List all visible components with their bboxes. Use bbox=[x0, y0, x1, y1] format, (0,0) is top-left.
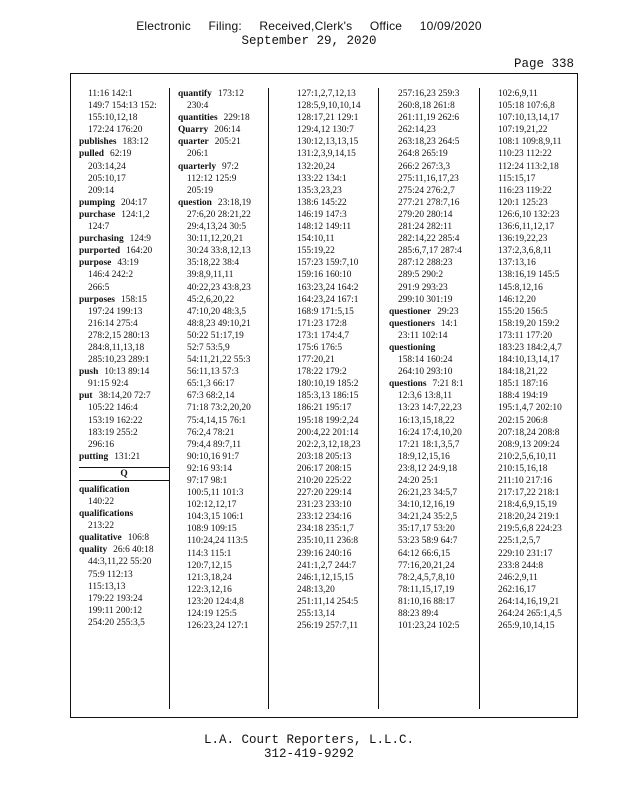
page-number: Page 338 bbox=[513, 57, 574, 71]
page-line-refs: 97:17 98:1 bbox=[187, 476, 228, 486]
page-line-refs: 281:24 282:11 bbox=[398, 222, 453, 233]
page-line-refs: 129:4,12 130:7 bbox=[297, 125, 354, 136]
page-line-refs: 105:22 146:4 bbox=[88, 403, 138, 414]
page-line-refs: 102:6,9,11 bbox=[498, 89, 538, 99]
page-line-refs: 264:24 265:1,4,5 bbox=[498, 609, 562, 620]
page-line-refs: 78:11,15,17,19 bbox=[398, 584, 455, 595]
page-line-refs: 131:2,3,9,14,15 bbox=[297, 149, 356, 160]
page-line-refs: 234:18 235:1,7 bbox=[297, 524, 354, 535]
page-line-refs: 35:17,17 53:20 bbox=[398, 524, 455, 535]
index-column-5 bbox=[489, 88, 579, 709]
page-line-refs: 34:21,24 35:2,5 bbox=[398, 512, 458, 523]
page-line-refs: 229:18 bbox=[223, 113, 250, 124]
page-line-refs: 101:23,24 102:5 bbox=[398, 621, 460, 632]
page-line-refs: 92:16 93:14 bbox=[187, 463, 233, 474]
page-line-refs: 79:4,4 89:7,11 bbox=[187, 439, 242, 450]
page-line-refs: 183:23 184:2,4,7 bbox=[498, 342, 562, 353]
page-line-refs: 106:8 bbox=[127, 533, 150, 544]
page-line-refs: 112:12 125:9 bbox=[187, 173, 237, 184]
index-term-entry bbox=[79, 366, 169, 378]
page-line-refs: 114:3 115:1 bbox=[187, 548, 232, 559]
page-line-refs: 90:10,16 91:7 bbox=[187, 451, 240, 462]
page-line-refs: 183:12 bbox=[122, 137, 149, 148]
page-line-refs: 65:1,3 66:17 bbox=[187, 379, 235, 390]
page-line-refs: 127:1,2,7,12,13 bbox=[297, 89, 356, 99]
page-line-refs: 23:11 102:14 bbox=[398, 330, 448, 341]
page-line-refs: 266:2 267:3,3 bbox=[398, 161, 451, 172]
index-term: pulled bbox=[79, 149, 105, 160]
index-term: purpose bbox=[79, 258, 112, 269]
page-line-refs: 97:2 bbox=[222, 161, 239, 172]
page-line-refs: 157:23 159:7,10 bbox=[297, 258, 359, 269]
page-line-refs: 154:10,11 bbox=[297, 234, 335, 245]
index-term: questions bbox=[389, 379, 427, 390]
page-line-refs: 163:23,24 164:2 bbox=[297, 282, 359, 293]
page-line-refs: 34:10,12,16,19 bbox=[398, 500, 455, 511]
page-line-refs: 29:4,13,24 30:5 bbox=[187, 222, 247, 233]
page-line-refs: 255:13,14 bbox=[297, 609, 335, 620]
page-line-refs: 216:14 275:4 bbox=[88, 318, 138, 329]
page-line-refs: 27:6,20 28:21,22 bbox=[187, 209, 251, 220]
page-line-refs: 229:10 231:17 bbox=[498, 548, 553, 559]
index-term: quarterly bbox=[178, 161, 217, 172]
page-line-refs: 30:11,12,20,21 bbox=[187, 234, 244, 245]
page-line-refs: 38:14,20 72:7 bbox=[98, 391, 151, 402]
page-line-refs: 126:6,10 132:23 bbox=[498, 209, 560, 220]
page-line-refs: 71:18 73:2,20,20 bbox=[187, 403, 251, 414]
page-line-refs: 77:16,20,21,24 bbox=[398, 560, 455, 571]
page-line-refs: 291:9 293:23 bbox=[398, 282, 448, 293]
page-line-refs: 115:15,17 bbox=[498, 173, 536, 184]
page-line-refs: 81:10,16 88:17 bbox=[398, 596, 455, 607]
page-line-refs: 153:19 162:22 bbox=[88, 415, 143, 426]
index-term-entry bbox=[389, 306, 479, 318]
page-line-refs: 102:12,12,17 bbox=[187, 500, 237, 511]
page-line-refs: 168:9 171:5,15 bbox=[297, 306, 354, 317]
index-term: quarter bbox=[178, 137, 209, 148]
index-term-entry bbox=[178, 124, 268, 136]
index-term: purposes bbox=[79, 294, 115, 305]
page-line-refs: 287:12 288:23 bbox=[398, 258, 453, 269]
index-term-entry bbox=[389, 378, 479, 390]
page-line-refs: 172:24 176:20 bbox=[88, 125, 143, 136]
page-line-refs: 207:18,24 208:8 bbox=[498, 427, 560, 438]
page-line-refs: 10:13 89:14 bbox=[104, 367, 150, 378]
index-term: Quarry bbox=[178, 125, 209, 136]
index-term: putting bbox=[79, 451, 109, 462]
page-line-refs: 217:17,22 218:1 bbox=[498, 488, 560, 499]
page-line-refs: 227:20 229:14 bbox=[297, 488, 352, 499]
page-line-refs: 180:10,19 185:2 bbox=[297, 379, 359, 390]
page-line-refs: 130:12,13,13,15 bbox=[297, 137, 359, 148]
index-term: purported bbox=[79, 246, 121, 257]
page-line-refs: 218:20,24 219:1 bbox=[498, 512, 560, 523]
index-term: publishes bbox=[79, 137, 117, 148]
page-line-refs: 146:4 242:2 bbox=[88, 270, 134, 281]
page-line-refs: 248:13,20 bbox=[297, 584, 335, 595]
reporter-name: L.A. Court Reporters, L.L.C. bbox=[203, 733, 415, 747]
index-term: question bbox=[178, 197, 212, 208]
page-line-refs: 75:4,14,15 76:1 bbox=[187, 415, 247, 426]
page-line-refs: 128:17,21 129:1 bbox=[297, 113, 359, 124]
page-line-refs: 43:19 bbox=[117, 258, 139, 269]
page-line-refs: 104:3,15 106:1 bbox=[187, 512, 244, 523]
index-frame bbox=[70, 73, 578, 718]
page-line-refs: 155:20 156:5 bbox=[498, 306, 548, 317]
page-line-refs: 275:24 276:2,7 bbox=[398, 185, 455, 196]
page-line-refs: 279:20 280:14 bbox=[398, 209, 453, 220]
index-term: qualification bbox=[79, 484, 130, 495]
index-term-entry bbox=[389, 318, 479, 330]
page-line-refs: 202:15 206:8 bbox=[498, 415, 548, 426]
page-line-refs: 260:8,18 261:8 bbox=[398, 101, 455, 112]
reporter-phone: 312-419-9292 bbox=[263, 747, 354, 761]
index-term: qualitative bbox=[79, 533, 122, 544]
page-line-refs: 16:24 17:4,10,20 bbox=[398, 427, 462, 438]
page-line-refs: 56:11,13 57:3 bbox=[187, 367, 239, 378]
page-line-refs: 137:13,16 bbox=[498, 258, 536, 269]
index-term-entry bbox=[79, 294, 169, 306]
index-column-3 bbox=[288, 88, 379, 709]
index-column-2 bbox=[178, 88, 269, 709]
page-line-refs: 205:10,17 bbox=[88, 173, 126, 184]
index-term-entry bbox=[79, 136, 169, 148]
page-line-refs: 29:23 bbox=[437, 306, 459, 317]
index-term-entry bbox=[389, 342, 479, 354]
index-term-entry bbox=[79, 508, 169, 520]
page-line-refs: 146:19 147:3 bbox=[297, 209, 347, 220]
page-line-refs: 64:12 66:6,15 bbox=[398, 548, 451, 559]
index-term-entry bbox=[178, 161, 268, 173]
page-line-refs: 50:22 51:17,19 bbox=[187, 330, 244, 341]
page-line-refs: 285:10,23 289:1 bbox=[88, 355, 150, 366]
index-term: quantities bbox=[178, 113, 218, 124]
page-line-refs: 116:23 119:22 bbox=[498, 185, 552, 196]
page-line-refs: 124:9 bbox=[129, 234, 151, 245]
page-line-refs: 184:10,13,14,17 bbox=[498, 355, 560, 366]
page-line-refs: 233:12 234:16 bbox=[297, 512, 352, 523]
page-line-refs: 128:5,9,10,10,14 bbox=[297, 101, 361, 112]
page-line-refs: 45:2,6,20,22 bbox=[187, 294, 235, 305]
index-term-entry bbox=[79, 544, 169, 556]
page-line-refs: 120:1 125:23 bbox=[498, 197, 548, 208]
page-line-refs: 206:14 bbox=[214, 125, 241, 136]
page-line-refs: 254:20 255:3,5 bbox=[88, 617, 145, 628]
page-line-refs: 12:3,6 13:8,11 bbox=[398, 391, 453, 402]
index-term: push bbox=[79, 367, 99, 378]
page-line-refs: 145:8,12,16 bbox=[498, 282, 543, 293]
page-line-refs: 14:1 bbox=[440, 318, 458, 329]
page-line-refs: 100:5,11 101:3 bbox=[187, 488, 244, 499]
page-line-refs: 266:5 bbox=[88, 282, 110, 293]
page-line-refs: 186:21 195:17 bbox=[297, 403, 352, 414]
page-line-refs: 188:4 194:19 bbox=[498, 391, 548, 402]
page-line-refs: 299:10 301:19 bbox=[398, 294, 453, 305]
page-line-refs: 210:20 225:22 bbox=[297, 476, 352, 486]
page-line-refs: 264:10 293:10 bbox=[398, 367, 453, 378]
page-line-refs: 210:15,16,18 bbox=[498, 463, 548, 474]
page-line-refs: 184:18,21,22 bbox=[498, 367, 548, 378]
page-line-refs: 208:9,13 209:24 bbox=[498, 439, 560, 450]
page-line-refs: 235:10,11 236:8 bbox=[297, 536, 359, 547]
page-line-refs: 277:21 278:7,16 bbox=[398, 197, 460, 208]
page-line-refs: 7:21 8:1 bbox=[432, 379, 464, 390]
page-line-refs: 264:14,16,19,21 bbox=[498, 596, 560, 607]
page-line-refs: 262:14,23 bbox=[398, 125, 436, 136]
page-line-refs: 131:21 bbox=[114, 451, 141, 462]
page-line-refs: 138:6 145:22 bbox=[297, 197, 347, 208]
page-line-refs: 173:12 bbox=[217, 89, 244, 99]
page-line-refs: 88:23 89:4 bbox=[398, 609, 439, 620]
index-term: put bbox=[79, 391, 93, 402]
page-line-refs: 256:19 257:7,11 bbox=[297, 621, 359, 632]
page-line-refs: 75:9 112:13 bbox=[88, 569, 133, 580]
page-line-refs: 197:24 199:13 bbox=[88, 306, 143, 317]
page-line-refs: 209:14 bbox=[88, 185, 115, 196]
page-line-refs: 204:17 bbox=[120, 197, 148, 208]
page-line-refs: 233:8 244:8 bbox=[498, 560, 544, 571]
stamp-word-1: Electronic bbox=[136, 19, 191, 33]
page-line-refs: 40:22,23 43:8,23 bbox=[187, 282, 251, 293]
page-line-refs: 263:18,23 264:5 bbox=[398, 137, 460, 148]
index-term: questioner bbox=[389, 306, 432, 317]
stamp-word-3: Received,Clerk's bbox=[259, 19, 353, 33]
page-line-refs: 296:16 bbox=[88, 439, 115, 450]
page-line-refs: 53:23 58:9 64:7 bbox=[398, 536, 458, 547]
stamp-word-5: 10/09/2020 bbox=[419, 19, 482, 33]
page-line-refs: 155:10,12,18 bbox=[88, 113, 138, 124]
page-line-refs: 284:8,11,13,18 bbox=[88, 342, 145, 353]
page-line-refs: 132:20,24 bbox=[297, 161, 335, 172]
page-line-refs: 112:24 113:2,18 bbox=[498, 161, 559, 172]
page-line-refs: 257:16,23 259:3 bbox=[398, 89, 460, 99]
page-line-refs: 159:16 160:10 bbox=[297, 270, 352, 281]
page-line-refs: 120:7,12,15 bbox=[187, 560, 232, 571]
page-line-refs: 241:1,2,7 244:7 bbox=[297, 560, 357, 571]
page-line-refs: 171:23 172:8 bbox=[297, 318, 347, 329]
page-line-refs: 35:18,22 38:4 bbox=[187, 258, 240, 269]
page-line-refs: 18:9,12,15,16 bbox=[398, 451, 450, 462]
page-line-refs: 62:19 bbox=[110, 149, 132, 160]
page-line-refs: 185:3,13 186:15 bbox=[297, 391, 359, 402]
index-term: purchasing bbox=[79, 234, 124, 245]
index-term: pumping bbox=[79, 197, 115, 208]
page-line-refs: 175:6 176:5 bbox=[297, 342, 343, 353]
index-column-1 bbox=[79, 88, 170, 709]
page-line-refs: 110:23 112:22 bbox=[498, 149, 552, 160]
page-line-refs: 138:16,19 145:5 bbox=[498, 270, 560, 281]
page-line-refs: 136:6,11,12,17 bbox=[498, 222, 555, 233]
page-line-refs: 124:19 125:5 bbox=[187, 609, 237, 620]
page-line-refs: 231:23 233:10 bbox=[297, 500, 352, 511]
page-line-refs: 30:24 33:8,12,13 bbox=[187, 246, 251, 257]
page-line-refs: 285:6,7,17 287:4 bbox=[398, 246, 462, 257]
page-line-refs: 262:16,17 bbox=[498, 584, 536, 595]
stamp-word-2: Filing: bbox=[208, 19, 242, 33]
page-line-refs: 275:11,16,17,23 bbox=[398, 173, 459, 184]
page-line-refs: 107:10,13,14,17 bbox=[498, 113, 560, 124]
index-term: questioners bbox=[389, 318, 435, 329]
page-line-refs: 289:5 290:2 bbox=[398, 270, 444, 281]
page-line-refs: 203:14,24 bbox=[88, 161, 126, 172]
page-line-refs: 54:11,21,22 55:3 bbox=[187, 355, 251, 366]
page-line-refs: 78:2,4,5,7,8,10 bbox=[398, 572, 455, 583]
page-line-refs: 206:1 bbox=[187, 149, 209, 160]
page-line-refs: 183:19 255:2 bbox=[88, 427, 138, 438]
page-line-refs: 177:20,21 bbox=[297, 355, 335, 366]
index-column-4 bbox=[389, 88, 480, 709]
page-line-refs: 23:18,19 bbox=[217, 197, 251, 208]
page-line-refs: 195:18 199:2,24 bbox=[297, 415, 359, 426]
page-line-refs: 122:3,12,16 bbox=[187, 584, 232, 595]
index-term-entry bbox=[79, 197, 169, 209]
page-line-refs: 137:2,3,6,8,11 bbox=[498, 246, 552, 257]
page-line-refs: 48:8,23 49:10,21 bbox=[187, 318, 251, 329]
page-line-refs: 121:3,18,24 bbox=[187, 572, 232, 583]
page-line-refs: 246:1,12,15,15 bbox=[297, 572, 354, 583]
page-line-refs: 24:20 25:1 bbox=[398, 476, 439, 486]
index-term-entry bbox=[178, 112, 268, 124]
page-line-refs: 211:10 217:16 bbox=[498, 476, 553, 486]
page-line-refs: 124:7 bbox=[88, 222, 110, 233]
index-term-entry bbox=[178, 197, 268, 209]
page-line-refs: 195:1,4,7 202:10 bbox=[498, 403, 562, 414]
index-term-entry bbox=[79, 148, 169, 160]
page-line-refs: 185:1 187:16 bbox=[498, 379, 548, 390]
page-line-refs: 44:3,11,22 55:20 bbox=[88, 557, 152, 568]
page-line-refs: 11:16 142:1 bbox=[88, 89, 133, 99]
page-line-refs: 202:2,3,12,18,23 bbox=[297, 439, 361, 450]
page-line-refs: 148:12 149:11 bbox=[297, 222, 352, 233]
page-line-refs: 146:12,20 bbox=[498, 294, 536, 305]
index-term-entry bbox=[79, 233, 169, 245]
page-line-refs: 203:18 205:13 bbox=[297, 451, 352, 462]
page-line-refs: 164:23,24 167:1 bbox=[297, 294, 359, 305]
index-term: quality bbox=[79, 545, 108, 556]
page-line-refs: 205:21 bbox=[214, 137, 241, 148]
index-term-entry bbox=[79, 484, 169, 496]
index-term-entry bbox=[79, 209, 169, 221]
page-line-refs: 230:4 bbox=[187, 101, 209, 112]
page-line-refs: 140:22 bbox=[88, 497, 115, 507]
page-line-refs: 200:4,22 201:14 bbox=[297, 427, 359, 438]
index-term-entry bbox=[79, 257, 169, 269]
page-line-refs: 164:20 bbox=[126, 246, 153, 257]
page-line-refs: 23:8,12 24:9,18 bbox=[398, 463, 458, 474]
page-line-refs: 213:22 bbox=[88, 521, 115, 532]
page-line-refs: 26:6 40:18 bbox=[113, 545, 154, 556]
page-line-refs: 52:7 53:5,9 bbox=[187, 342, 230, 353]
page-line-refs: 219:5,6,8 224:23 bbox=[498, 524, 562, 535]
page-line-refs: 123:20 124:4,8 bbox=[187, 596, 244, 607]
page-line-refs: 133:22 134:1 bbox=[297, 173, 347, 184]
page-line-refs: 107:19,21,22 bbox=[498, 125, 548, 136]
index-term-entry bbox=[79, 245, 169, 257]
page-line-refs: 158:15 bbox=[120, 294, 147, 305]
page-line-refs: 199:11 200:12 bbox=[88, 605, 143, 616]
page-line-refs: 126:23,24 127:1 bbox=[187, 621, 249, 632]
page-line-refs: 251:11,14 254:5 bbox=[297, 596, 359, 607]
page-line-refs: 278:2,15 280:13 bbox=[88, 330, 150, 341]
page-line-refs: 155:19,22 bbox=[297, 246, 335, 257]
index-term-entry bbox=[79, 532, 169, 544]
page-line-refs: 13:23 14:7,22,23 bbox=[398, 403, 462, 414]
page-line-refs: 108:9 109:15 bbox=[187, 524, 237, 535]
index-term-entry bbox=[178, 88, 268, 100]
page-line-refs: 91:15 92:4 bbox=[88, 379, 129, 390]
page-line-refs: 108:1 109:8,9,11 bbox=[498, 137, 562, 148]
page-line-refs: 135:3,23,23 bbox=[297, 185, 342, 196]
page-line-refs: 136:19,22,23 bbox=[498, 234, 548, 245]
page-line-refs: 265:9,10,14,15 bbox=[498, 621, 555, 632]
page-line-refs: 115:13,13 bbox=[88, 581, 126, 592]
page-line-refs: 261:11,19 262:6 bbox=[398, 113, 460, 124]
page-line-refs: 67:3 68:2,14 bbox=[187, 391, 235, 402]
page-line-refs: 206:17 208:15 bbox=[297, 463, 352, 474]
stamp-word-4: Office bbox=[369, 19, 403, 33]
page-line-refs: 246:2,9,11 bbox=[498, 572, 538, 583]
index-term: qualifications bbox=[79, 509, 134, 520]
page-line-refs: 218:4,6,9,15,19 bbox=[498, 500, 557, 511]
page-line-refs: 179:22 193:24 bbox=[88, 593, 143, 604]
page-line-refs: 17:21 18:1,3,5,7 bbox=[398, 439, 460, 450]
page-line-refs: 158:14 160:24 bbox=[398, 355, 453, 366]
page-line-refs: 210:2,5,6,10,11 bbox=[498, 451, 557, 462]
page-line-refs: 110:24,24 113:5 bbox=[187, 536, 248, 547]
page-line-refs: 225:1,2,5,7 bbox=[498, 536, 541, 547]
page-line-refs: 178:22 179:2 bbox=[297, 367, 347, 378]
page-line-refs: 264:8 265:19 bbox=[398, 149, 448, 160]
page-line-refs: 149:7 154:13 152: bbox=[88, 101, 157, 112]
page-line-refs: 239:16 240:16 bbox=[297, 548, 352, 559]
section-letter-heading: Q bbox=[79, 467, 169, 481]
page-line-refs: 173:1 174:4,7 bbox=[297, 330, 350, 341]
page-line-refs: 26:21,23 34:5,7 bbox=[398, 488, 458, 499]
index-term: purchase bbox=[79, 209, 116, 220]
page-line-refs: 282:14,22 285:4 bbox=[398, 234, 460, 245]
page-line-refs: 173:11 177:20 bbox=[498, 330, 553, 341]
index-term: questioning bbox=[389, 342, 436, 353]
page-line-refs: 205:19 bbox=[187, 185, 214, 196]
page-line-refs: 39:8,9,11,11 bbox=[187, 270, 234, 281]
document-date: September 29, 2020 bbox=[241, 34, 377, 48]
page-line-refs: 16:13,15,18,22 bbox=[398, 415, 455, 426]
index-term: quantify bbox=[178, 89, 212, 99]
page-line-refs: 105:18 107:6,8 bbox=[498, 101, 555, 112]
index-term-entry bbox=[79, 390, 169, 402]
page-line-refs: 158:19,20 159:2 bbox=[498, 318, 560, 329]
index-term-entry bbox=[79, 451, 169, 463]
page-line-refs: 124:1,2 bbox=[121, 209, 150, 220]
filing-stamp-line bbox=[0, 19, 618, 33]
page-line-refs: 47:10,20 48:3,5 bbox=[187, 306, 247, 317]
page-line-refs: 76:2,4 78:21 bbox=[187, 427, 235, 438]
index-term-entry bbox=[178, 136, 268, 148]
